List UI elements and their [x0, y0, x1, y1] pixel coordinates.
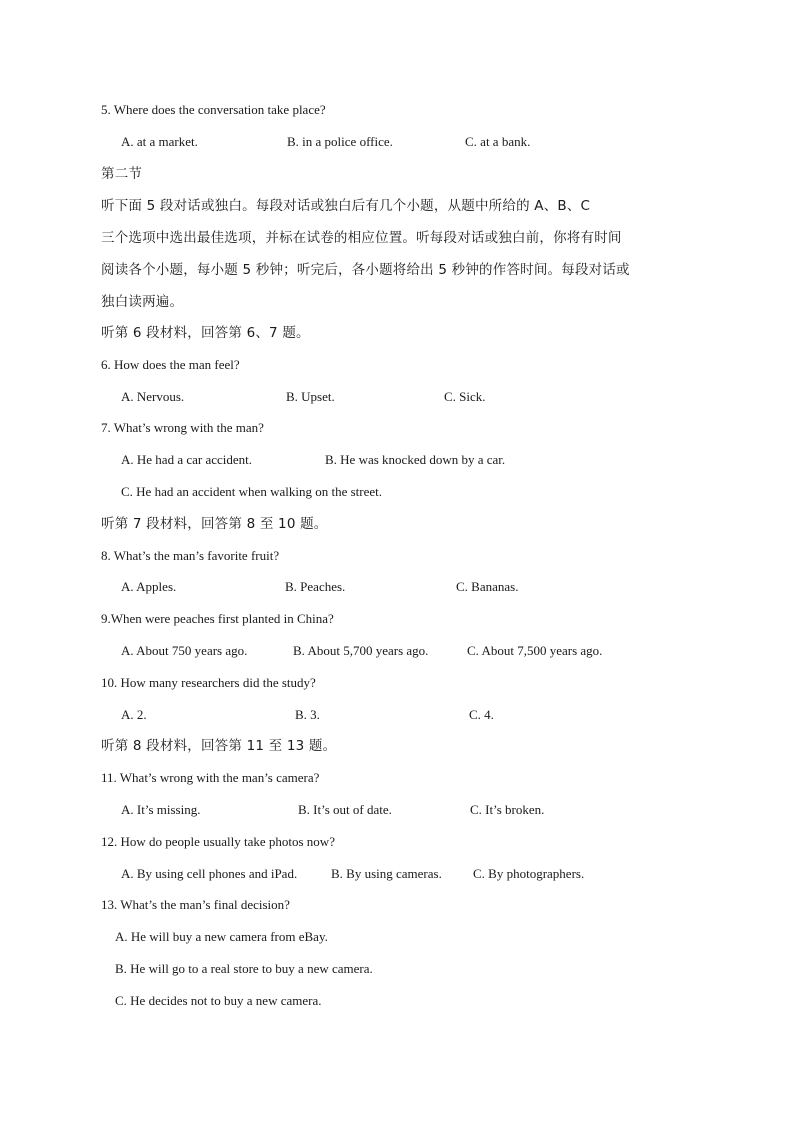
instructions-line-3: 阅读各个小题，每小题 5 秒钟；听完后，各小题将给出 5 秒钟的作答时间。每段对话或: [101, 262, 630, 278]
q12-option-b: B. By using cameras.: [331, 866, 442, 881]
q13-option-c: C. He decides not to buy a new camera.: [115, 993, 322, 1008]
question-5: 5. Where does the conversation take place?: [101, 102, 326, 117]
material-7-heading: 听第 7 段材料，回答第 8 至 10 题。: [101, 516, 328, 532]
q10-option-b: B. 3.: [295, 707, 320, 722]
material-6-heading: 听第 6 段材料，回答第 6、7 题。: [101, 325, 310, 341]
q11-option-c: C. It’s broken.: [470, 802, 545, 817]
question-13: 13. What’s the man’s final decision?: [101, 897, 290, 912]
question-7: 7. What’s wrong with the man?: [101, 420, 264, 435]
q6-option-c: C. Sick.: [444, 389, 486, 404]
q13-option-b: B. He will go to a real store to buy a new camera.: [115, 961, 373, 976]
q8-option-c: C. Bananas.: [456, 579, 519, 594]
q5-option-b: B. in a police office.: [287, 134, 393, 149]
section-title: 第二节: [101, 166, 143, 182]
q11-option-a: A. It’s missing.: [121, 802, 201, 817]
question-9: 9.When were peaches first planted in China?: [101, 611, 334, 626]
q6-option-a: A. Nervous.: [121, 389, 185, 404]
q7-option-c: C. He had an accident when walking on the street.: [121, 484, 382, 499]
instructions-line-2: 三个选项中选出最佳选项，并标在试卷的相应位置。听每段对话或独白前，你将有时间: [101, 230, 622, 246]
q7-option-b: B. He was knocked down by a car.: [325, 452, 506, 467]
q5-option-a: A. at a market.: [121, 134, 198, 149]
question-6: 6. How does the man feel?: [101, 357, 240, 372]
q13-option-a: A. He will buy a new camera from eBay.: [115, 929, 328, 944]
question-8: 8. What’s the man’s favorite fruit?: [101, 548, 280, 563]
q7-option-a: A. He had a car accident.: [121, 452, 253, 467]
instructions-line-4: 独白读两遍。: [101, 294, 184, 310]
q9-option-b: B. About 5,700 years ago.: [293, 643, 429, 658]
question-11: 11. What’s wrong with the man’s camera?: [101, 770, 320, 785]
question-10: 10. How many researchers did the study?: [101, 675, 316, 690]
q9-option-c: C. About 7,500 years ago.: [467, 643, 603, 658]
q8-option-a: A. Apples.: [121, 579, 177, 594]
q8-option-b: B. Peaches.: [285, 579, 346, 594]
material-8-heading: 听第 8 段材料，回答第 11 至 13 题。: [101, 738, 337, 754]
q10-option-c: C. 4.: [469, 707, 494, 722]
q12-option-a: A. By using cell phones and iPad.: [121, 866, 298, 881]
q11-option-b: B. It’s out of date.: [298, 802, 392, 817]
question-12: 12. How do people usually take photos now?: [101, 834, 335, 849]
q10-option-a: A. 2.: [121, 707, 147, 722]
instructions-line-1: 听下面 5 段对话或独白。每段对话或独白后有几个小题，从题中所给的 A、B、C: [101, 198, 591, 214]
q9-option-a: A. About 750 years ago.: [121, 643, 248, 658]
q12-option-c: C. By photographers.: [473, 866, 585, 881]
q5-option-c: C. at a bank.: [465, 134, 531, 149]
q6-option-b: B. Upset.: [286, 389, 335, 404]
